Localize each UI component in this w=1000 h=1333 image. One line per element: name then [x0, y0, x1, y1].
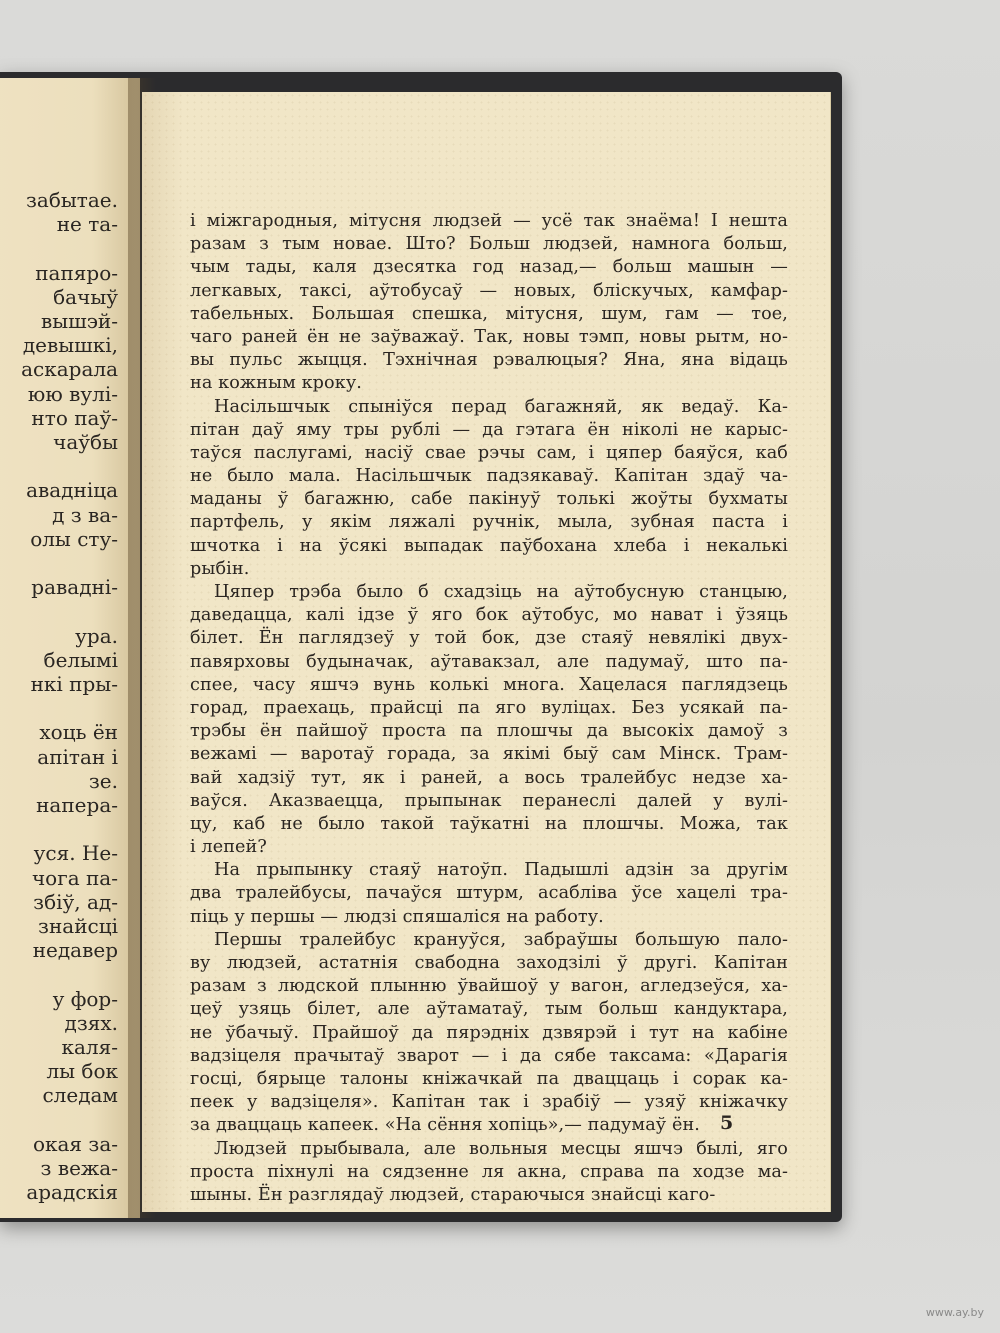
text-line: ваўся. Аказваецца, прыпынак перанеслі далей у вулі- — [190, 790, 788, 811]
text-line: цу, каб не было такой таўкатні на плошчы. Можа, так — [190, 813, 788, 834]
left-page-line: забытае. — [26, 188, 118, 212]
text-line: маданы ў багажню, сабе пакінуў толькі жоўты бухматы — [190, 489, 788, 510]
left-page-line: следам — [42, 1083, 118, 1108]
text-line: Насільшчык спыніўся перад багажняй, як ведаў. Ка- — [214, 396, 788, 417]
text-line: рыбін. — [190, 558, 250, 579]
text-line: шыны. Ён разглядаў людзей, стараючыся знайсці каго- — [190, 1184, 716, 1205]
text-line: вежамі — варотаў горада, за якімі быў сам Мінск. Трам- — [190, 744, 788, 765]
text-line: на кожным кроку. — [190, 373, 362, 394]
left-page-line: юю вулі- — [27, 381, 118, 406]
left-page-line: авадніца — [26, 478, 118, 503]
text-line: госці, бярыце талоны кніжачкай па дваццаць і сорак ка- — [190, 1068, 788, 1089]
left-page-line: уся. Не- — [33, 841, 118, 866]
text-line: два тралейбусы, пачаўся штурм, асабліва ўсе хацелі тра- — [190, 883, 788, 904]
text-line: і міжгародныя, мітусня людзей — усё так знаёма! І нешта — [190, 211, 788, 231]
text-line: таўся паслугамі, насіў свае рэчы сам, і цяпер баяўся, каб — [190, 442, 788, 463]
text-line: горад, праехаць, прайсці па яго вуліцах. Без усякай па- — [190, 697, 788, 718]
text-line: пітан даў яму тры рублі — да гэтага ён ніколі не карыс- — [190, 419, 788, 440]
left-page-line: ура. — [75, 623, 118, 648]
page-body-text — [190, 210, 788, 1207]
left-page-line: нкі пры- — [30, 672, 118, 696]
left-page-line: бачыў — [53, 284, 118, 309]
text-line: разам з людской плынню ўвайшоў у вагон, агледзеўся, ха- — [190, 976, 788, 997]
text-line: Цяпер трэба было б схадзіць на аўтобусную станцыю, — [214, 582, 788, 602]
left-page-line: окая за- — [32, 1131, 118, 1156]
text-line: білет. Ён паглядзеў у той бок, дзе стаяў невялікі двух- — [190, 628, 788, 649]
left-page-line: белымі — [43, 647, 118, 672]
text-line: чаго раней ён не заўважаў. Так, новы тэмп, новы рытм, но- — [190, 326, 788, 347]
left-page-line: лы бок — [46, 1059, 118, 1084]
left-page-line: збіў, ад- — [33, 889, 118, 914]
text-line: чым тады, каля дзесятка год назад,— больш машын — — [190, 257, 788, 278]
left-page-line: зе. — [88, 768, 118, 793]
text-line: Першы тралейбус крануўся, забраўшы большую пало- — [214, 929, 788, 950]
text-line: шчотка і на ўсякі выпадак паўбохана хлеба і некалькі — [190, 535, 788, 556]
left-page-line: апітан і — [37, 744, 118, 769]
text-line: ву людзей, астатнія свабодна заходзілі ў другі. Капітан — [190, 953, 788, 973]
text-line: табельных. Большая спешка, мітусня, шум, гам — тое, — [190, 303, 788, 324]
text-line: даведацца, калі ідзе ў яго бок аўтобус, мо нават і ўзяць — [190, 605, 788, 626]
text-line: піць у першы — людзі спяшаліся на работу. — [190, 906, 604, 927]
left-page-line: равадні- — [31, 575, 118, 600]
left-page-line: хоць ён — [39, 720, 118, 745]
left-page-line: напера- — [36, 793, 118, 817]
page-number: 5 — [720, 1112, 734, 1134]
left-page-line: д з ва- — [52, 502, 118, 527]
left-page-line: вышэй- — [40, 309, 118, 333]
text-line: не было мала. Насільшчык падзякаваў. Капітан здаў ча- — [190, 466, 788, 487]
text-line: вай хадзіў тут, як і раней, а вось тралейбус недзе ха- — [190, 767, 788, 788]
left-page-line: знайсці — [38, 914, 118, 938]
text-line: партфель, у якім ляжалі ручнік, мыла, зубная паста і — [190, 512, 788, 533]
left-page-line: чаўбы — [53, 430, 118, 454]
text-line: спее, часу яшчэ вунь колькі многа. Хацелася паглядзець — [190, 674, 788, 695]
right-page — [142, 92, 830, 1212]
left-page-line: з вежа- — [40, 1156, 118, 1180]
text-line: Людзей прыбывала, але вольныя месцы яшчэ былі, яго — [214, 1138, 788, 1159]
left-page-line: у фор- — [52, 986, 118, 1011]
text-line: цеў узяць білет, але аўтаматаў, тым больш кандуктара, — [190, 999, 788, 1020]
text-line: трэбы ён пайшоў проста па плошчы да высокіх дамоў з — [190, 721, 788, 742]
text-line: вадзіцеля прачытаў зварот — і да сябе таксама: «Дарагія — [190, 1045, 788, 1066]
watermark: www.ay.by — [925, 1306, 984, 1319]
left-page — [0, 78, 140, 1218]
left-page-line: папяро- — [35, 260, 118, 285]
left-page-line: арадскія — [26, 1180, 118, 1205]
left-page-line: дзях. — [64, 1010, 118, 1035]
text-line: пеек у вадзіцеля». Капітан так і зрабіў — узяў кніжачку — [190, 1092, 788, 1113]
left-page-line: недавер — [32, 938, 118, 963]
text-line: і лепей? — [190, 837, 267, 858]
left-page-line: не та- — [56, 212, 118, 237]
text-line: легкавых, таксі, аўтобусаў — новых, бліскучых, камфар- — [190, 280, 788, 301]
left-page-line: каля- — [61, 1035, 118, 1059]
text-line: за дваццаць капеек. «На сёння хопіць»,— падумаў ён. — [190, 1115, 700, 1136]
left-page-line: чога па- — [31, 865, 118, 890]
left-page-line: олы сту- — [30, 526, 118, 551]
left-page-line: девышкі, — [22, 333, 118, 358]
text-line: вы пульс жыцця. Тэхнічная рэвалюцыя? Яна, яна відаць — [190, 350, 788, 371]
text-line: На прыпынку стаяў натоўп. Падышлі адзін за другім — [214, 860, 788, 881]
text-line: разам з тым новае. Што? Больш людзей, намнога больш, — [190, 234, 788, 255]
left-page-line: нто паў- — [31, 405, 118, 430]
left-page-line: аскарала — [21, 357, 118, 382]
text-line: не ўбачыў. Прайшоў да пярэдніх дзвярэй і тут на кабіне — [190, 1022, 788, 1043]
text-line: проста піхнулі на сядзенне ля акна, справа па ходзе ма- — [190, 1161, 788, 1182]
text-line: павярховы будыначак, аўтавакзал, але падумаў, што па- — [190, 651, 788, 672]
